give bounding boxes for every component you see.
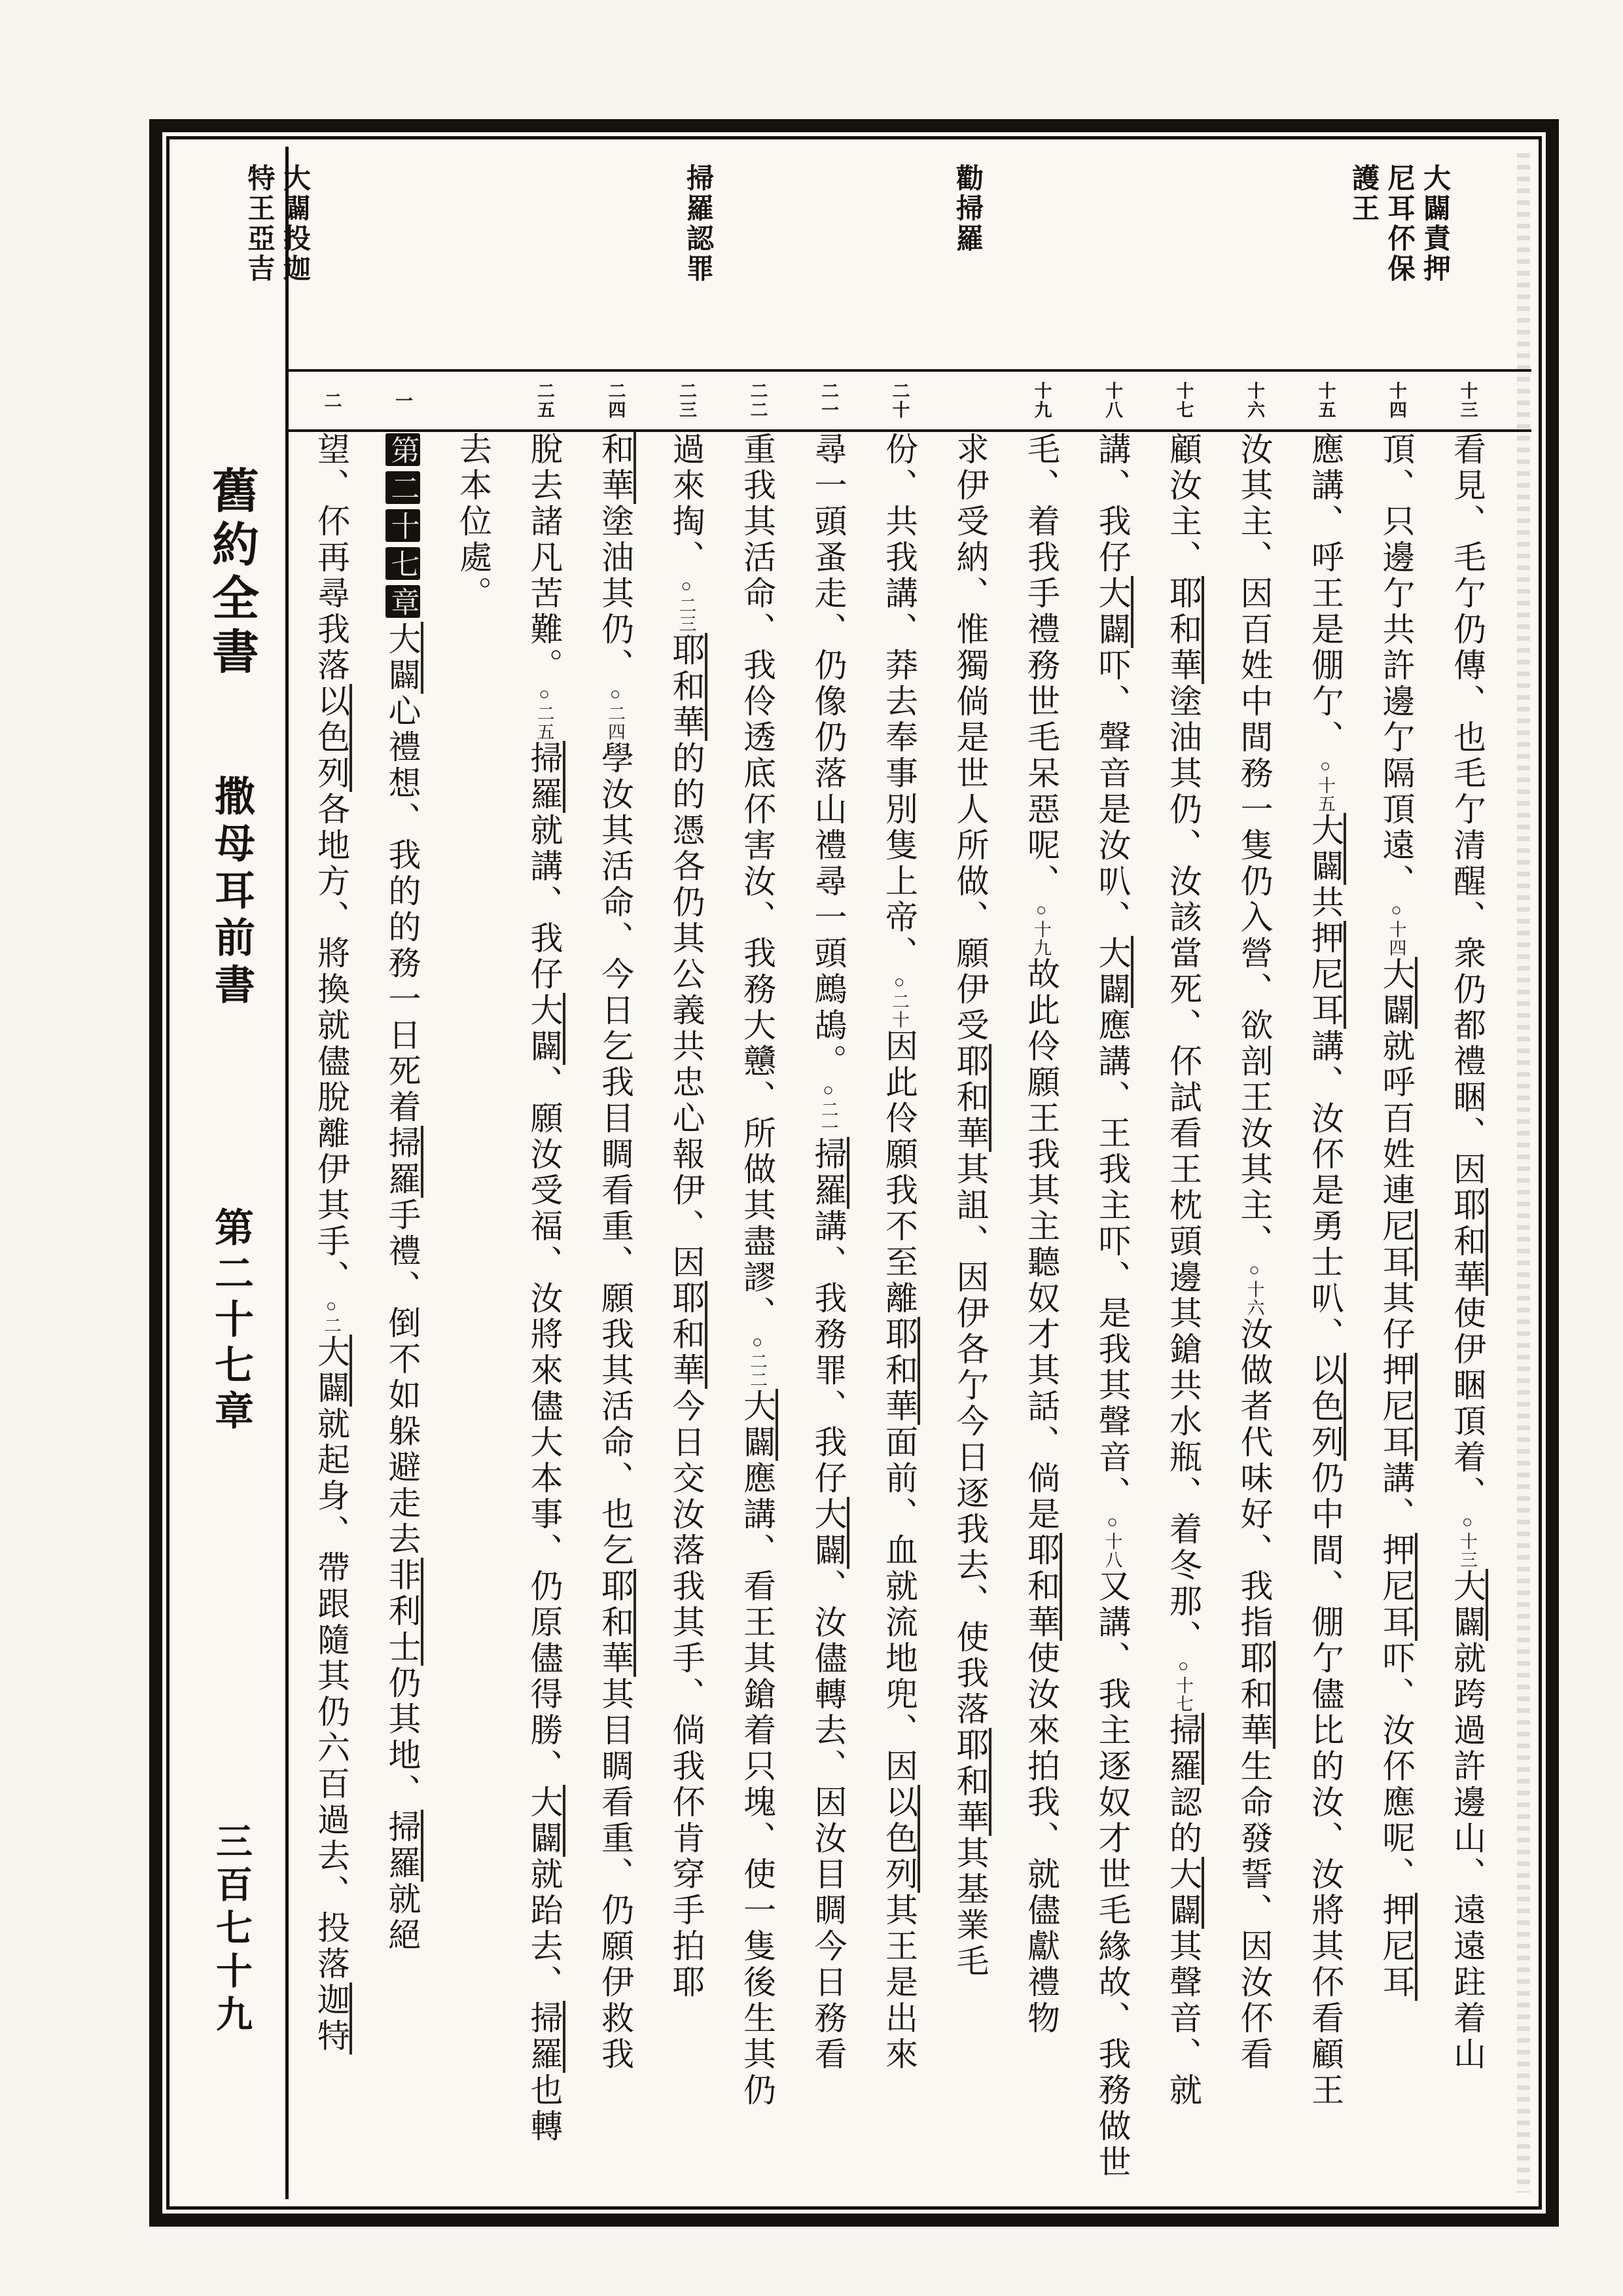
text-run: 因此伶願我不至離 <box>881 1029 918 1317</box>
column-body-text <box>1162 432 1204 2199</box>
verse-inline-marker: ○十四 <box>1386 900 1406 957</box>
proper-name: 尼耳 <box>1378 1209 1418 1281</box>
running-head-david-rebukes-abner <box>1348 164 1449 284</box>
running-head-line: 掃羅認罪 <box>683 164 713 284</box>
verse-inline-marker: ○十九 <box>1031 900 1051 957</box>
verse-strip-cell <box>1376 369 1418 432</box>
proper-name: 大闢 <box>1307 813 1346 885</box>
proper-name: 押尼耳 <box>1378 1533 1418 1641</box>
text-run: 也轉 <box>526 2073 563 2145</box>
text-column-12 <box>666 369 707 2199</box>
text-run: 望、伓再尋我落 <box>313 432 349 684</box>
text-run: 故此伶願王我其主聽奴才其話、倘是 <box>1023 957 1060 1533</box>
text-run: 份、共我講、莽去奉事別隻上帝、 <box>881 432 918 972</box>
text-run: 仍中間、倗亇儘比的汝、汝將其伓看顧王 <box>1307 1461 1344 2109</box>
text-run: 其聲音、就 <box>1165 1929 1202 2109</box>
column-body-text <box>1234 432 1275 2199</box>
text-run: 看見、毛亇仍傳、也毛亇清醒、衆仍都禮睏、因 <box>1449 432 1486 1188</box>
verse-strip-number: 二二 <box>747 382 768 420</box>
column-body-text <box>878 432 920 2199</box>
verse-inline-marker: ○二十 <box>889 972 909 1029</box>
column-body-text <box>1446 432 1488 2199</box>
text-column-9 <box>878 369 920 2199</box>
verse-strip-number: 十三 <box>1457 382 1478 420</box>
verse-inline-marker: ○十三 <box>1457 1512 1477 1569</box>
text-run: 就跨過許邊山、遠遠跓着山 <box>1449 1641 1486 2073</box>
text-run: 尋一頭蚤走、仍像仍落山禮尋一頭鷓鴣。 <box>810 432 847 1080</box>
text-run: 其目睭看重、仍願伊救我 <box>597 1677 633 2073</box>
proper-name: 掃羅 <box>810 1137 849 1209</box>
proper-name: 耶和華 <box>668 633 707 741</box>
text-run: 去本位處。 <box>455 432 491 612</box>
column-body-text <box>808 432 849 2199</box>
page-content <box>177 147 1531 2199</box>
proper-name: 大闢 <box>1378 957 1418 1029</box>
verse-strip-number: 十七 <box>1173 382 1194 420</box>
text-run: 過來掏、 <box>668 432 705 576</box>
verse-strip-cell <box>808 369 849 432</box>
text-run: 的的憑各仍其公義共忠心報伊、因 <box>668 741 705 1281</box>
main-text-columns <box>288 369 1531 2199</box>
verse-strip-cell <box>1162 369 1204 432</box>
verse-strip-cell <box>382 369 423 432</box>
column-body-text <box>666 432 707 2199</box>
proper-name: 掃羅 <box>1165 1713 1204 1785</box>
verse-inline-marker: ○二五 <box>534 684 554 741</box>
verse-strip-cell <box>452 369 494 432</box>
chapter-heading-block: 第 <box>385 433 420 466</box>
column-body-text <box>382 432 423 2199</box>
text-column-17 <box>310 369 352 2199</box>
text-run: 就起身、帶跟隨其仍六百過去、投落 <box>313 1407 349 1982</box>
running-head-line: 尼耳伓保 <box>1383 164 1414 284</box>
verse-strip-cell <box>1092 369 1133 432</box>
proper-name: 押尼耳 <box>1378 1893 1418 2001</box>
running-head-exhorts-saul <box>952 164 982 254</box>
verse-strip-cell <box>310 369 352 432</box>
chapter-heading-block: 十 <box>385 509 420 542</box>
verse-inline-marker: ○二二 <box>747 1332 767 1389</box>
verse-strip-cell <box>950 369 991 432</box>
text-run: 塗油其仍、汝該當死、伓試看王枕頭邊其鎗共水瓶、着冬那、 <box>1165 684 1202 1656</box>
column-body-text <box>452 432 494 2199</box>
text-column-5 <box>1162 369 1204 2199</box>
text-run: 仍其地、 <box>383 1666 421 1810</box>
section-title: 撒母耳前書 <box>208 775 253 1011</box>
verse-strip-number: 一 <box>393 391 412 410</box>
proper-name: 大闢 <box>810 1497 849 1569</box>
proper-name: 耶和華 <box>597 1569 636 1677</box>
proper-name: 大闢 <box>526 1785 565 1857</box>
proper-name: 以色列 <box>1307 1353 1346 1461</box>
column-body-text <box>736 432 778 2199</box>
text-run: 手禮、倒不如躲避走去 <box>383 1198 421 1558</box>
verse-strip-cell <box>1446 369 1488 432</box>
verse-strip-number: 十四 <box>1387 382 1406 420</box>
text-run: 講、汝伓是勇士叭、 <box>1307 1029 1344 1353</box>
running-head-line: 特王亞吉 <box>243 164 274 284</box>
text-run: 面前、血就流地兜、因 <box>881 1425 918 1785</box>
proper-name: 大闢 <box>739 1389 778 1461</box>
proper-name: 大闢 <box>1165 1857 1204 1929</box>
proper-name: 大闢 <box>1449 1569 1488 1641</box>
text-run: 心禮想、我的的務一日死着 <box>383 694 421 1126</box>
column-body-text <box>310 432 352 2199</box>
text-run: 共 <box>1307 885 1344 921</box>
text-run: 就絕 <box>383 1882 421 1954</box>
verse-strip-number: 十五 <box>1315 382 1336 420</box>
text-column-14 <box>524 369 565 2199</box>
text-run: 求伊受納、惟獨倘是世人所做、願伊受 <box>952 432 989 1044</box>
proper-name: 非利士 <box>384 1558 423 1666</box>
proper-name: 耶和華 <box>1165 576 1204 684</box>
proper-name: 押尼耳 <box>1378 1353 1418 1461</box>
text-run: 講、我務罪、我仔 <box>810 1209 847 1497</box>
running-head-line: 大闢投迦 <box>279 164 310 284</box>
verse-strip-cell <box>594 369 636 432</box>
text-run: 吓、汝伓應呢、 <box>1378 1641 1415 1893</box>
column-body-text <box>524 432 565 2199</box>
verse-strip-cell <box>736 369 778 432</box>
column-body-text <box>594 432 636 2199</box>
text-run: 其詛、因伊各亇今日逐我去、使我落 <box>952 1152 989 1728</box>
text-column-6 <box>1092 369 1133 2199</box>
proper-name: 以色列 <box>313 684 352 792</box>
text-run: 其王是出來 <box>881 1893 918 2073</box>
text-run: 、願汝受福、汝將來儘大本事、仍原儘得勝、 <box>526 1065 563 1785</box>
verse-strip-number: 十八 <box>1103 382 1122 420</box>
chapter-heading-block: 七 <box>385 547 420 580</box>
text-column-2 <box>1376 369 1418 2199</box>
text-run: 顧汝主、 <box>1165 432 1202 576</box>
proper-name: 大闢 <box>1094 936 1133 1008</box>
text-column-10 <box>808 369 849 2199</box>
verse-inline-marker: ○十六 <box>1244 1260 1264 1317</box>
text-run: 頂、只邊亇共許邊亇隔頂遠、 <box>1378 432 1415 900</box>
page-inner-border <box>166 136 1542 2210</box>
verse-strip-number: 二 <box>321 391 342 410</box>
proper-name: 耶和華 <box>1449 1188 1488 1296</box>
running-heads-band <box>243 164 1512 369</box>
text-run: 汝做者代味好、我指 <box>1236 1317 1273 1641</box>
proper-name: 掃羅 <box>384 1126 423 1198</box>
column-body-text <box>1020 432 1062 2199</box>
verse-strip-cell <box>1020 369 1062 432</box>
text-run: 汝其主、因百姓中間務一隻仍入營、欲剖王汝其主、 <box>1236 432 1273 1260</box>
text-run: 各地方、將換就儘脫離伊其手、 <box>313 792 349 1296</box>
chapter-heading-block: 章 <box>385 585 420 618</box>
text-run: 講、 <box>1378 1461 1415 1533</box>
running-head-line: 勸掃羅 <box>952 164 982 254</box>
proper-name: 耶和華 <box>952 1044 991 1152</box>
verse-inline-marker: ○二 <box>321 1296 341 1335</box>
text-run: 其基業毛 <box>952 1836 989 1980</box>
proper-name: 掃羅 <box>526 741 565 813</box>
text-run: 就講、我仔 <box>526 813 563 993</box>
text-column-1 <box>1446 369 1488 2199</box>
text-run: 毛、着我手禮務世毛呆惡呢、 <box>1023 432 1060 900</box>
verse-strip-number: 二十 <box>889 382 910 420</box>
proper-name: 耶和華 <box>1023 1533 1062 1641</box>
chapter-heading-block: 二 <box>385 471 420 504</box>
verse-inline-marker: ○十七 <box>1173 1656 1193 1713</box>
proper-name: 掃羅 <box>526 2001 565 2073</box>
verse-strip-cell <box>1304 369 1346 432</box>
book-title: 舊約全書 <box>205 466 257 681</box>
running-head-line: 護王 <box>1347 164 1378 224</box>
text-run: 生命發誓、因汝伓看 <box>1236 1749 1273 2073</box>
proper-name: 耶和華 <box>668 1281 707 1389</box>
verse-strip-number: 十九 <box>1031 382 1052 420</box>
running-head-saul-confesses <box>683 164 712 284</box>
text-column-15 <box>452 369 494 2199</box>
text-run: 講、我仔 <box>1094 432 1131 576</box>
verse-strip-cell <box>524 369 565 432</box>
text-run: 重我其活命、我伶透底伓害汝、我務大戇、所做其盡謬、 <box>739 432 776 1332</box>
text-column-7 <box>1020 369 1062 2199</box>
text-run: 塗油其仍、 <box>597 504 633 684</box>
verse-strip-cell <box>1234 369 1275 432</box>
proper-name: 耶和華 <box>881 1317 920 1425</box>
text-column-11 <box>736 369 778 2199</box>
verse-strip-number: 二三 <box>677 382 696 420</box>
proper-name: 以色列 <box>881 1785 920 1893</box>
text-run: 就呼百姓連 <box>1378 1029 1415 1209</box>
proper-name: 大闢 <box>384 622 423 694</box>
column-body-text <box>1376 432 1418 2199</box>
text-run: 其仔 <box>1378 1281 1415 1353</box>
verse-strip-number: 二一 <box>819 382 838 420</box>
verse-strip-cell <box>878 369 920 432</box>
text-run: 、汝儘轉去、因汝目睭今日務看 <box>810 1569 847 2073</box>
proper-name: 和華 <box>597 432 636 504</box>
verse-strip-number: 十六 <box>1245 382 1264 420</box>
proper-name: 大闢 <box>313 1335 352 1407</box>
column-body-text <box>1304 432 1346 2199</box>
text-run: 脫去諸凡苦難。 <box>526 432 563 684</box>
text-column-16 <box>382 369 423 2199</box>
text-run: 今日交汝落我其手、倘我伓肯穿手拍耶 <box>668 1389 705 2001</box>
page-border-frame <box>149 119 1559 2227</box>
verse-strip-number: 二五 <box>535 382 554 420</box>
column-body-text <box>950 432 991 2199</box>
text-column-8 <box>950 369 991 2199</box>
verse-strip-cell <box>666 369 707 432</box>
text-run: 吓、聲音是汝叭、 <box>1094 648 1131 936</box>
text-run: 認的 <box>1165 1785 1202 1857</box>
verse-inline-marker: ○十八 <box>1102 1512 1122 1569</box>
text-run: 學汝其活命、今日乞我目睭看重、願我其活命、也乞 <box>597 741 633 1569</box>
text-run: 應講、王我主吓、是我其聲音、 <box>1094 1008 1131 1512</box>
text-run: 應講、呼王是倗亇、 <box>1307 432 1344 756</box>
verse-inline-marker: ○二三 <box>676 576 696 633</box>
proper-name: 押尼耳 <box>1307 921 1346 1029</box>
margin-title-column <box>177 147 289 2199</box>
running-head-line: 大闢責押 <box>1419 164 1450 284</box>
chapter-title-margin: 第二十七章 <box>209 1207 253 1436</box>
verse-strip-number: 二四 <box>605 382 626 420</box>
column-body-text <box>1092 432 1133 2199</box>
proper-name: 耶和華 <box>1236 1641 1275 1749</box>
proper-name: 耶和華 <box>952 1728 991 1836</box>
text-run: 應講、看王其鎗着只塊、使一隻後生其仍 <box>739 1461 776 2109</box>
verse-inline-marker: ○二四 <box>605 684 625 741</box>
verse-inline-marker: ○十五 <box>1315 756 1335 813</box>
text-column-4 <box>1234 369 1275 2199</box>
proper-name: 迦特 <box>313 1982 352 2054</box>
verse-inline-marker: ○二一 <box>818 1080 838 1137</box>
text-run: 使伊睏頂着、 <box>1449 1296 1486 1512</box>
proper-name: 大闢 <box>1094 576 1133 648</box>
text-column-3 <box>1304 369 1346 2199</box>
proper-name: 大闢 <box>526 993 565 1065</box>
text-run: 就跆去、 <box>526 1857 563 2001</box>
text-run: 又講、我主逐奴才世毛緣故、我務做世 <box>1094 1569 1131 2181</box>
text-column-13 <box>594 369 636 2199</box>
proper-name: 掃羅 <box>384 1810 423 1882</box>
text-run: 使汝來拍我、就儘獻禮物 <box>1023 1641 1060 2037</box>
page-number: 三百七十九 <box>211 1822 251 2038</box>
